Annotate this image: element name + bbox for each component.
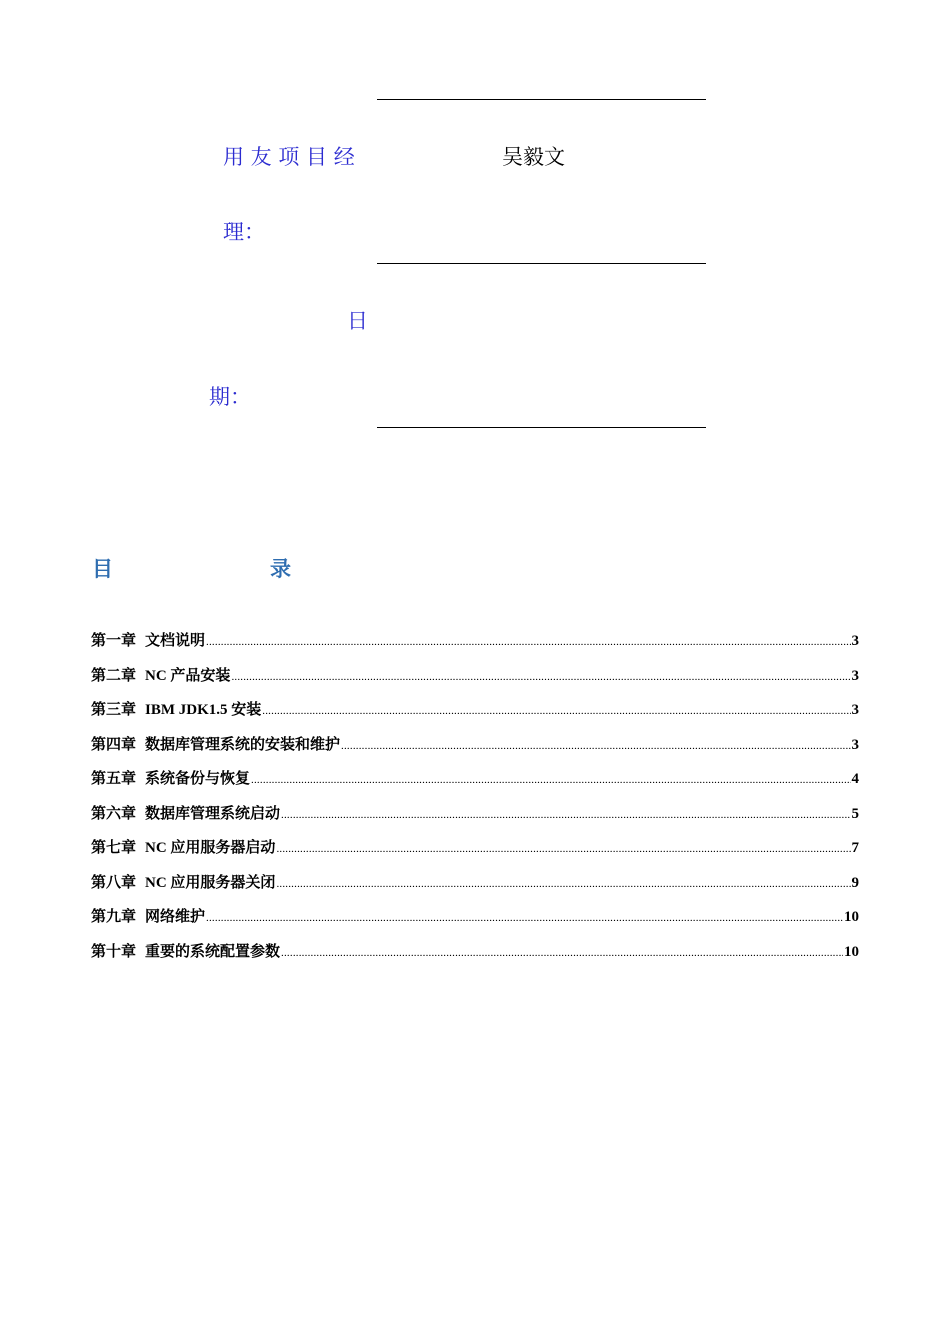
toc-page-number: 5 bbox=[851, 805, 859, 822]
toc-title: IBM JDK1.5 安装 bbox=[145, 702, 262, 718]
toc-page-number: 10 bbox=[844, 909, 859, 925]
toc-chapter: 第二章 bbox=[91, 667, 137, 684]
toc-title: 数据库管理系统启动 bbox=[145, 805, 281, 822]
toc-chapter: 第六章 bbox=[91, 805, 137, 822]
toc-entry[interactable] bbox=[91, 767, 859, 802]
toc-entry[interactable] bbox=[91, 836, 859, 871]
toc-chapter: 第九章 bbox=[91, 909, 137, 925]
toc-page-number: 3 bbox=[851, 736, 859, 753]
toc-page-number: 10 bbox=[844, 943, 859, 960]
toc-title: 数据库管理系统的安装和维护 bbox=[145, 736, 341, 753]
toc-dot-leader bbox=[281, 809, 850, 821]
toc-chapter: 第十章 bbox=[91, 943, 137, 960]
toc-entry[interactable] bbox=[91, 698, 859, 733]
toc-dot-leader bbox=[262, 705, 850, 717]
toc-entry[interactable] bbox=[91, 629, 859, 664]
toc-chapter: 第七章 bbox=[91, 840, 137, 856]
toc-chapter: 第四章 bbox=[91, 736, 137, 753]
toc-dot-leader bbox=[206, 636, 850, 648]
toc-dot-leader bbox=[281, 947, 843, 959]
toc-heading-right: 录 bbox=[270, 556, 291, 581]
toc-title: 重要的系统配置参数 bbox=[145, 943, 281, 960]
toc-entry[interactable] bbox=[91, 940, 859, 975]
date-label-line2: 期： bbox=[209, 385, 251, 409]
toc-title: NC 应用服务器关闭 bbox=[145, 874, 276, 891]
manager-label-line2: 理： bbox=[223, 220, 265, 244]
toc-title: 文档说明 bbox=[145, 633, 206, 649]
toc-entry[interactable] bbox=[91, 905, 859, 940]
manager-name: 吴毅文 bbox=[502, 145, 565, 169]
toc-page-number: 3 bbox=[851, 667, 859, 684]
toc-dot-leader bbox=[251, 774, 850, 786]
toc-entry[interactable] bbox=[91, 733, 859, 768]
toc-page-number: 7 bbox=[851, 840, 859, 856]
toc-chapter: 第三章 bbox=[91, 702, 137, 718]
toc-title: NC 产品安装 bbox=[145, 667, 231, 684]
toc-entry[interactable] bbox=[91, 871, 859, 906]
top-rule bbox=[377, 99, 706, 100]
toc-entry[interactable] bbox=[91, 664, 859, 699]
toc-title: 网络维护 bbox=[145, 909, 206, 925]
toc-dot-leader bbox=[276, 878, 850, 890]
toc-page-number: 9 bbox=[851, 874, 859, 891]
toc-chapter: 第八章 bbox=[91, 874, 137, 891]
toc-chapter: 第五章 bbox=[91, 771, 137, 787]
toc-dot-leader bbox=[231, 671, 850, 683]
manager-label-line1: 用 友 项 目 经 bbox=[223, 145, 355, 169]
toc-page-number: 4 bbox=[851, 771, 859, 787]
date-rule bbox=[377, 427, 706, 428]
toc-heading-left: 目 bbox=[92, 556, 113, 581]
toc-dot-leader bbox=[276, 843, 850, 855]
toc-entry[interactable] bbox=[91, 802, 859, 837]
toc-page-number: 3 bbox=[851, 633, 859, 649]
manager-signature-rule bbox=[377, 263, 706, 264]
toc-dot-leader bbox=[341, 740, 850, 752]
toc-title: NC 应用服务器启动 bbox=[145, 840, 276, 856]
table-of-contents bbox=[91, 629, 859, 974]
toc-chapter: 第一章 bbox=[91, 633, 137, 649]
toc-dot-leader bbox=[206, 912, 843, 924]
toc-page-number: 3 bbox=[851, 702, 859, 718]
toc-title: 系统备份与恢复 bbox=[145, 771, 251, 787]
date-label-line1: 日 bbox=[347, 309, 368, 333]
